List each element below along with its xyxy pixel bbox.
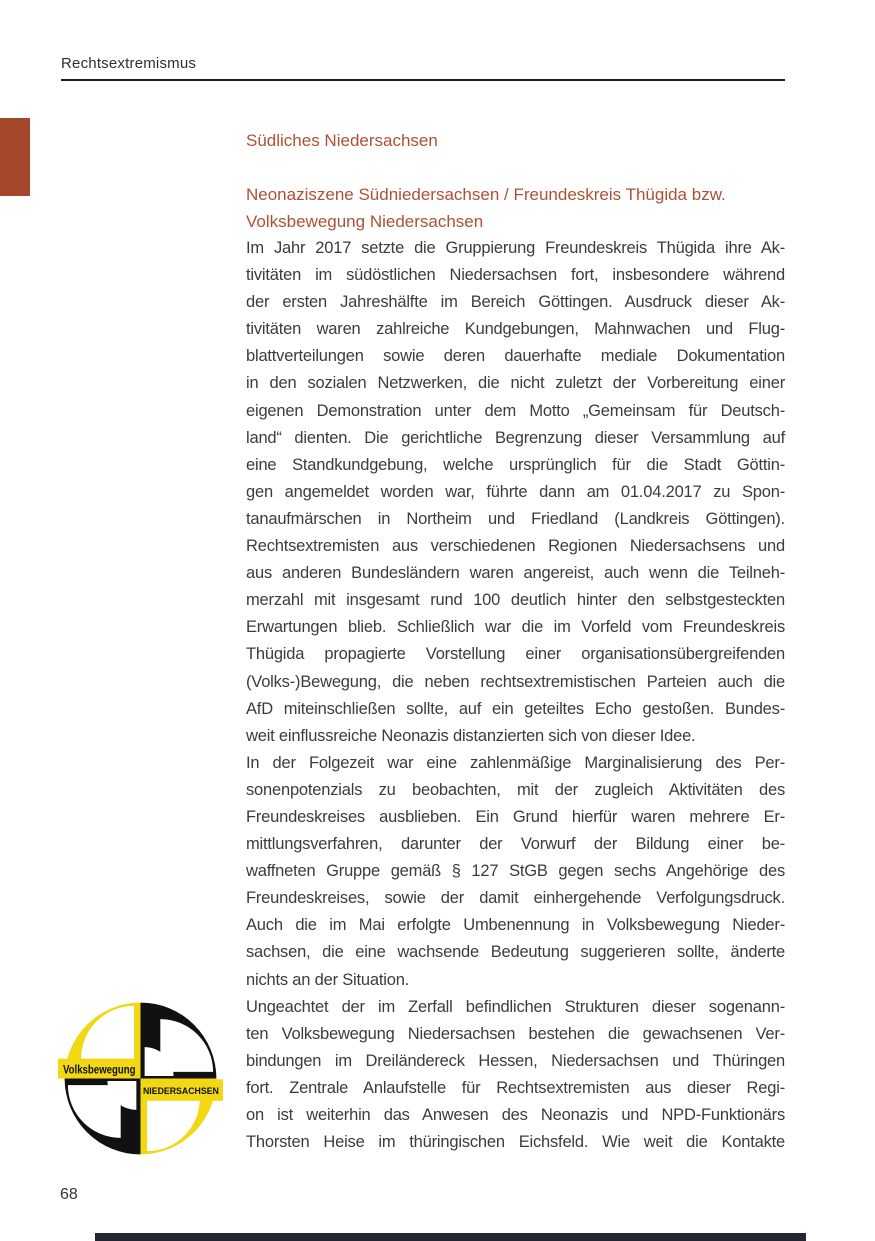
body-line: land“ dienten. Die gerichtliche Begrenzung dieser Versammlung auf [246,428,785,447]
body-line: weit einflussreiche Neonazis distanzierten sich von dieser Idee. [246,726,696,745]
body-line: gen angemeldet worden war, führte dann am 01.04.2017 zu Spon- [246,482,785,501]
body-line: Rechtsextremisten aus verschiedenen Regionen Niedersachsens und [246,537,785,556]
text-column [246,127,785,1156]
logo-label-volksbewegung: Volksbewegung [62,1064,136,1077]
chapter-margin-tab [0,118,30,196]
body-line: Thügida propagierte Vorstellung einer organisationsübergreifenden [246,645,785,664]
sunwheel-logo-graphic [58,996,223,1161]
body-line: sachsen, die eine wachsende Bedeutung suggerieren sollte, änderte [246,943,785,962]
page-number: 68 [60,1186,78,1203]
body-line: nichts an der Situation. [246,970,410,989]
body-line: Auch die im Mai erfolgte Umbenennung in Volksbewegung Nieder- [246,916,785,935]
footer-bar [95,1233,806,1241]
body-line: eine Standkundgebung, welche ursprünglich für die Stadt Göttin- [246,455,785,474]
body-line: aus anderen Bundesländern waren angereist, auch wenn die Teilneh- [246,564,785,583]
volksbewegung-logo [58,996,223,1161]
body-line: Erwartungen blieb. Schließlich war die im Vorfeld vom Freundeskreis [246,618,785,637]
body-line: Freundeskreises, sowie der damit einhergehende Verfolgungsdruck. [246,889,785,908]
body-text [246,235,785,1156]
body-line: bindungen im Dreiländereck Hessen, Niedersachsen und Thüringen [246,1051,785,1070]
body-line: Ungeachtet der im Zerfall befindlichen Strukturen dieser sogenann- [246,997,785,1016]
body-line: Thorsten Heise im thüringischen Eichsfeld. Wie weit die Kontakte [246,1133,785,1152]
logo-cutout [147,1098,200,1151]
body-line: waffneten Gruppe gemäß § 127 StGB gegen sechs Angehörige des [246,862,785,881]
body-line: eigenen Demonstration unter dem Motto „Gemeinsam für Deutsch- [246,401,785,420]
body-line: merzahl mit insgesamt rund 100 deutlich hinter den selbstgesteckten [246,591,785,610]
body-line: tivitäten im südöstlichen Niedersachsen fort, insbesondere während [246,266,785,285]
running-header: Rechtsextremismus [61,55,197,72]
logo-cutout [81,1006,134,1059]
body-line: on ist weiterhin das Anwesen des Neonazis und NPD-Funktionärs [246,1106,785,1124]
body-line: der ersten Jahreshälfte im Bereich Göttingen. Ausdruck dieser Ak- [246,293,785,312]
body-line: tanaufmärschen in Northeim und Friedland (Landkreis Göttingen). [246,509,785,528]
body-line: mittlungsverfahren, darunter der Vorwurf der Bildung einer be- [246,835,785,854]
header-rule [61,79,785,81]
subsection-title-line-2: Volksbewegung Niedersachsen [246,212,484,231]
body-line: Freundeskreises ausblieben. Ein Grund hierfür waren mehrere Er- [246,807,785,826]
spacer [246,154,785,181]
body-line: fort. Zentrale Anlaufstelle für Rechtsextremisten aus dieser Regi- [246,1078,785,1097]
subsection-title-line-1: Neonaziszene Südniedersachsen / Freundeskreis Thügida bzw. [246,185,726,204]
body-line: AfD miteinschließen sollte, auf ein geteiltes Echo gestoßen. Bundes- [246,699,785,718]
body-line: tivitäten waren zahlreiche Kundgebungen, Mahnwachen und Flug- [246,320,785,339]
body-line: (Volks-)Bewegung, die neben rechtsextremistischen Parteien auch die [246,672,785,691]
body-line: blattverteilungen sowie deren dauerhafte mediale Dokumentation [246,347,785,366]
body-line: Im Jahr 2017 setzte die Gruppierung Freundeskreis Thügida ihre Ak- [246,239,785,257]
body-line: In der Folgezeit war eine zahlenmäßige Marginalisierung des Per- [246,753,785,772]
body-line: in den sozialen Netzwerken, die nicht zuletzt der Vorbereitung einer [246,374,785,393]
body-line: sonenpotenzials zu beobachten, mit der zugleich Aktivitäten des [246,780,785,799]
body-line: ten Volksbewegung Niedersachsen bestehen die gewachsenen Ver- [246,1024,785,1043]
logo-label-niedersachsen: NIEDERSACHSEN [142,1086,220,1098]
section-title: Südliches Niedersachsen [246,131,438,150]
